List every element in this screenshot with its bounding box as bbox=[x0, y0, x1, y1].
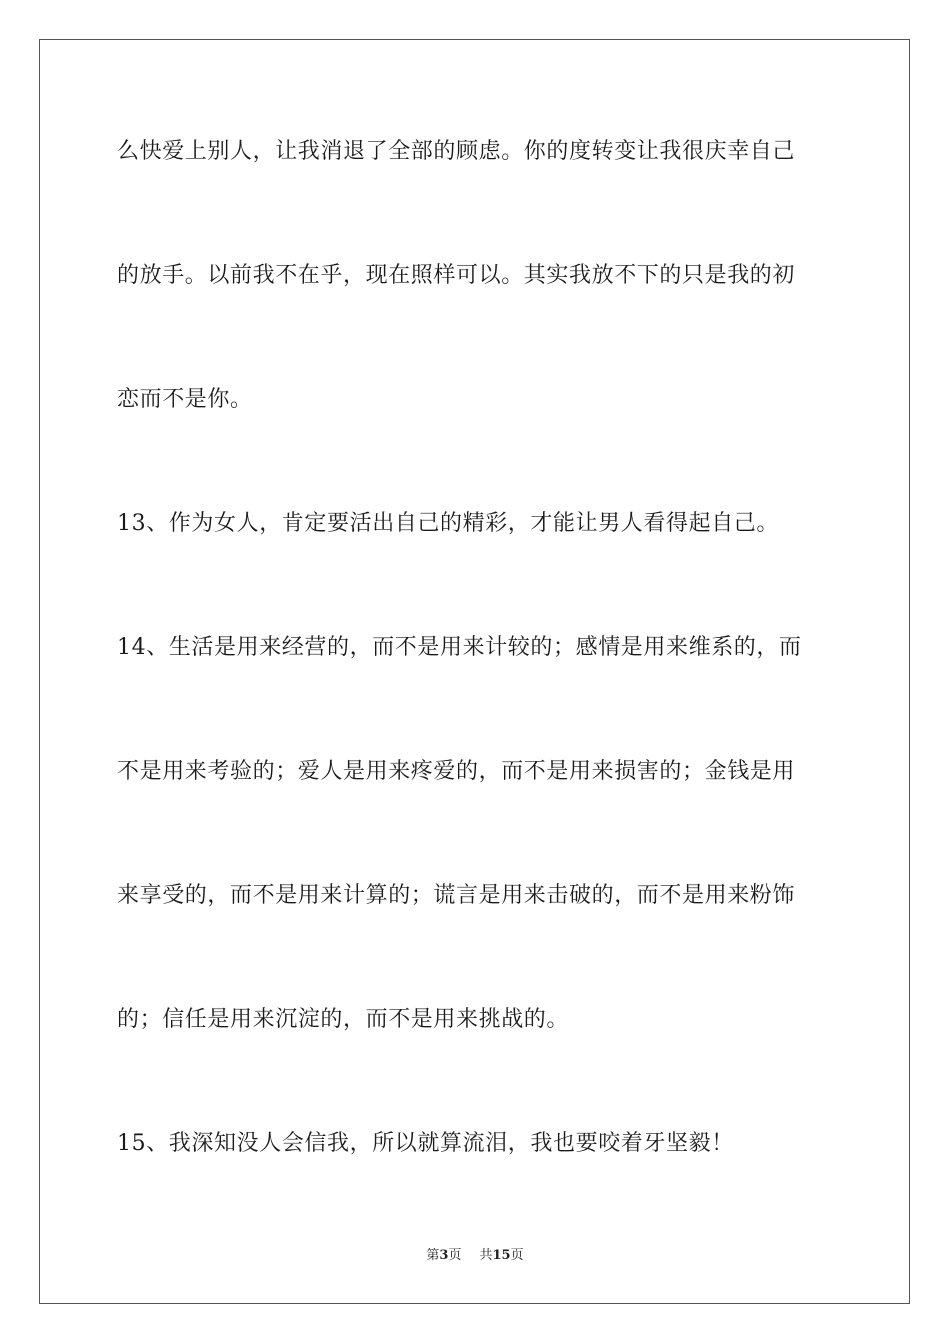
body-line-8: 的；信任是用来沉淀的，而不是用来挑战的。 bbox=[117, 1007, 570, 1032]
page-frame bbox=[39, 39, 910, 1304]
page-prefix: 第 bbox=[426, 1248, 440, 1263]
body-line-7: 来享受的，而不是用来计算的；谎言是用来击破的，而不是用来粉饰 bbox=[117, 883, 796, 908]
page-footer bbox=[0, 1247, 950, 1265]
body-line-3: 恋而不是你。 bbox=[117, 387, 253, 412]
total-suffix: 页 bbox=[510, 1248, 524, 1263]
total-pages: 15 bbox=[492, 1248, 511, 1263]
page-number: 3 bbox=[439, 1248, 449, 1263]
body-line-6: 不是用来考验的；爱人是用来疼爱的，而不是用来损害的；金钱是用 bbox=[117, 759, 796, 784]
body-line-5: 14、生活是用来经营的，而不是用来计较的；感情是用来维系的，而 bbox=[117, 635, 802, 660]
total-prefix: 共 bbox=[479, 1248, 493, 1263]
page-suffix: 页 bbox=[448, 1248, 462, 1263]
body-line-2: 的放手。以前我不在乎，现在照样可以。其实我放不下的只是我的初 bbox=[117, 263, 796, 288]
body-line-1: 么快爱上别人，让我消退了全部的顾虑。你的度转变让我很庆幸自己 bbox=[117, 139, 796, 164]
body-line-9: 15、我深知没人会信我，所以就算流泪，我也要咬着牙坚毅！ bbox=[117, 1131, 734, 1156]
body-line-4: 13、作为女人，肯定要活出自己的精彩，才能让男人看得起自己。 bbox=[117, 511, 779, 536]
